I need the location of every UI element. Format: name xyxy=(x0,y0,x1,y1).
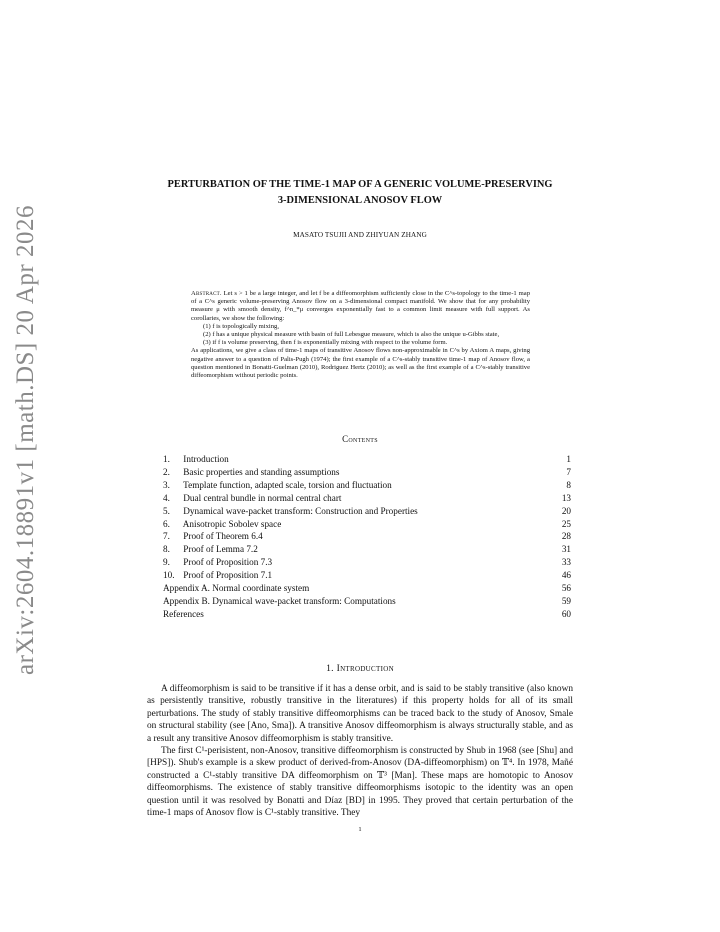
page-number: 1 xyxy=(358,826,362,833)
toc-page: 8 xyxy=(566,479,571,490)
toc-entry[interactable] xyxy=(163,479,571,492)
toc-page: 13 xyxy=(561,492,571,503)
toc-entry[interactable] xyxy=(163,556,571,569)
toc-number: 7. xyxy=(163,531,170,542)
toc-entry[interactable] xyxy=(163,569,571,582)
toc-number: Appendix A. xyxy=(163,583,210,594)
toc-entry[interactable] xyxy=(163,518,571,531)
toc-number: 10. xyxy=(163,570,175,581)
toc-page: 59 xyxy=(561,595,571,606)
toc-entry[interactable] xyxy=(163,505,571,518)
toc-entry[interactable] xyxy=(163,595,571,608)
toc-page: 7 xyxy=(566,466,571,477)
toc-number: 8. xyxy=(163,544,170,555)
toc-number: 9. xyxy=(163,557,170,568)
section-heading: 1. Introduction xyxy=(326,663,394,674)
toc-entry[interactable] xyxy=(163,492,571,505)
paragraph: The first C¹-perisistent, non-Anosov, transitive diffeomorphism is constructed by Shub in 1968 (see [Shu] and [HPS]). Shub's example is a skew product of derived-from-Anosov (DA-diffeomorphism) on 𝕋⁴. In 1978, Mañé constructed a C¹-stably transitive DA diffeomorphism on 𝕋³ [Man]. These maps are homotopic to Anosov diffeomorphisms. The existence of stably transitive diffeomorphisms isotopic to the identity was an open question until it was resolved by Bonatti and Díaz [BD] in 1995. They proved that certain perturbation of the time-1 maps of Anosov flow is C¹-stably transitive. They xyxy=(147,746,573,819)
toc-page: 56 xyxy=(561,583,571,594)
toc-number: 1. xyxy=(163,454,170,464)
toc-label: Normal coordinate system xyxy=(212,583,310,594)
toc-page: 1 xyxy=(566,454,571,464)
paragraph: A diffeomorphism is said to be transitive if it has a dense orbit, and is said to be stably transitive (also known as persistently transitive, robustly transitive in the literatures) if this property holds for all of its small perturbations. The study of stably transitive diffeomorphisms can be traced back to the study of Anosov, Smale on structural stability (see [Ano, Sma]). A transitive Anosov diffeomorphism is always structurally stable, and as a result any transitive Anosov diffeomorphism is stably transitive. xyxy=(147,684,573,744)
authors: MASATO TSUJII AND ZHIYUAN ZHANG xyxy=(293,231,427,239)
abstract-intro-text: Let s > 1 be a large integer, and let f be a diffeomorphism sufficiently close in the C^s-topology to the time-1 map of a C^s generic volume-preserving Anosov flow on a 3-dimensional compact manifold. We show that for any probability measure μ with smooth density, f^n_*μ converges exponentially fast to a common limit measure with full support. As corollaries, we show the following: xyxy=(191,290,530,322)
toc-page: 25 xyxy=(561,518,571,529)
toc-number: Appendix B. xyxy=(163,595,210,606)
toc-number: 2. xyxy=(163,466,170,477)
toc-label: Proof of Theorem 6.4 xyxy=(183,531,263,542)
abstract-corollary-list xyxy=(191,323,530,348)
toc-label: Dynamical wave-packet transform: Construction and Properties xyxy=(183,505,418,516)
toc-number: 4. xyxy=(163,492,170,503)
toc-entry[interactable] xyxy=(163,543,571,556)
toc-page: 60 xyxy=(561,608,571,619)
contents-heading: Contents xyxy=(342,434,378,444)
toc-label: Basic properties and standing assumptions xyxy=(183,466,340,477)
arxiv-identifier: arXiv:2604.18891v1 [math.DS] 20 Apr 2026 xyxy=(12,205,39,675)
abstract-intro xyxy=(191,290,530,323)
toc-label: References xyxy=(163,608,204,619)
paper-title xyxy=(120,177,600,209)
toc-entry[interactable] xyxy=(163,466,571,479)
introduction-body xyxy=(147,683,573,819)
toc-page: 28 xyxy=(561,531,571,542)
arxiv-side-stamp xyxy=(6,180,46,700)
toc-number: 5. xyxy=(163,505,170,516)
toc-label: Dual central bundle in normal central chart xyxy=(183,492,342,503)
abstract-item-2: (2) f has a unique physical measure with basin of full Lebesgue measure, which is also the unique u-Gibbs state, xyxy=(203,331,500,339)
toc-label: Introduction xyxy=(183,454,229,464)
abstract-closing: As applications, we give a class of time-1 maps of transitive Anosov flows non-approximable in C^s by Axiom A maps, giving negative answer to a question of Palis-Pugh (1974); the first example of a C^s-stably transitive time-1 map of Anosov flow, a question mentioned in Bonatti-Guelman (2010), Rodriguez Hertz (2010); as well as the first example of a C^s-stably transitive diffeomorphism without periodic points. xyxy=(191,347,530,380)
toc-page: 46 xyxy=(561,570,571,581)
toc-label: Proof of Proposition 7.3 xyxy=(183,557,273,568)
toc-page: 31 xyxy=(561,544,571,555)
title-line-1: PERTURBATION OF THE TIME-1 MAP OF A GENERIC VOLUME-PRESERVING xyxy=(167,179,553,190)
abstract-item-1: (1) f is topologically mixing, xyxy=(203,322,280,330)
toc-label: Proof of Lemma 7.2 xyxy=(183,544,258,555)
toc-label: Proof of Proposition 7.1 xyxy=(183,570,273,581)
abstract-label: Abstract. xyxy=(191,290,222,297)
table-of-contents xyxy=(163,453,571,621)
toc-label: Template function, adapted scale, torsion and fluctuation xyxy=(183,479,392,490)
toc-entry[interactable] xyxy=(163,530,571,543)
toc-entry[interactable] xyxy=(163,608,571,621)
toc-entry[interactable] xyxy=(163,582,571,595)
abstract xyxy=(191,290,530,380)
title-line-2: 3-DIMENSIONAL ANOSOV FLOW xyxy=(277,195,443,206)
toc-entry[interactable] xyxy=(163,453,571,466)
abstract-item-3: (3) if f is volume preserving, then f is exponentially mixing with respect to the volume form. xyxy=(203,339,448,347)
toc-page: 33 xyxy=(561,557,571,568)
toc-label: Dynamical wave-packet transform: Computations xyxy=(212,595,396,606)
toc-number: 3. xyxy=(163,479,170,490)
toc-number: 6. xyxy=(163,518,170,529)
toc-label: Anisotropic Sobolev space xyxy=(182,518,282,529)
toc-page: 20 xyxy=(561,505,571,516)
